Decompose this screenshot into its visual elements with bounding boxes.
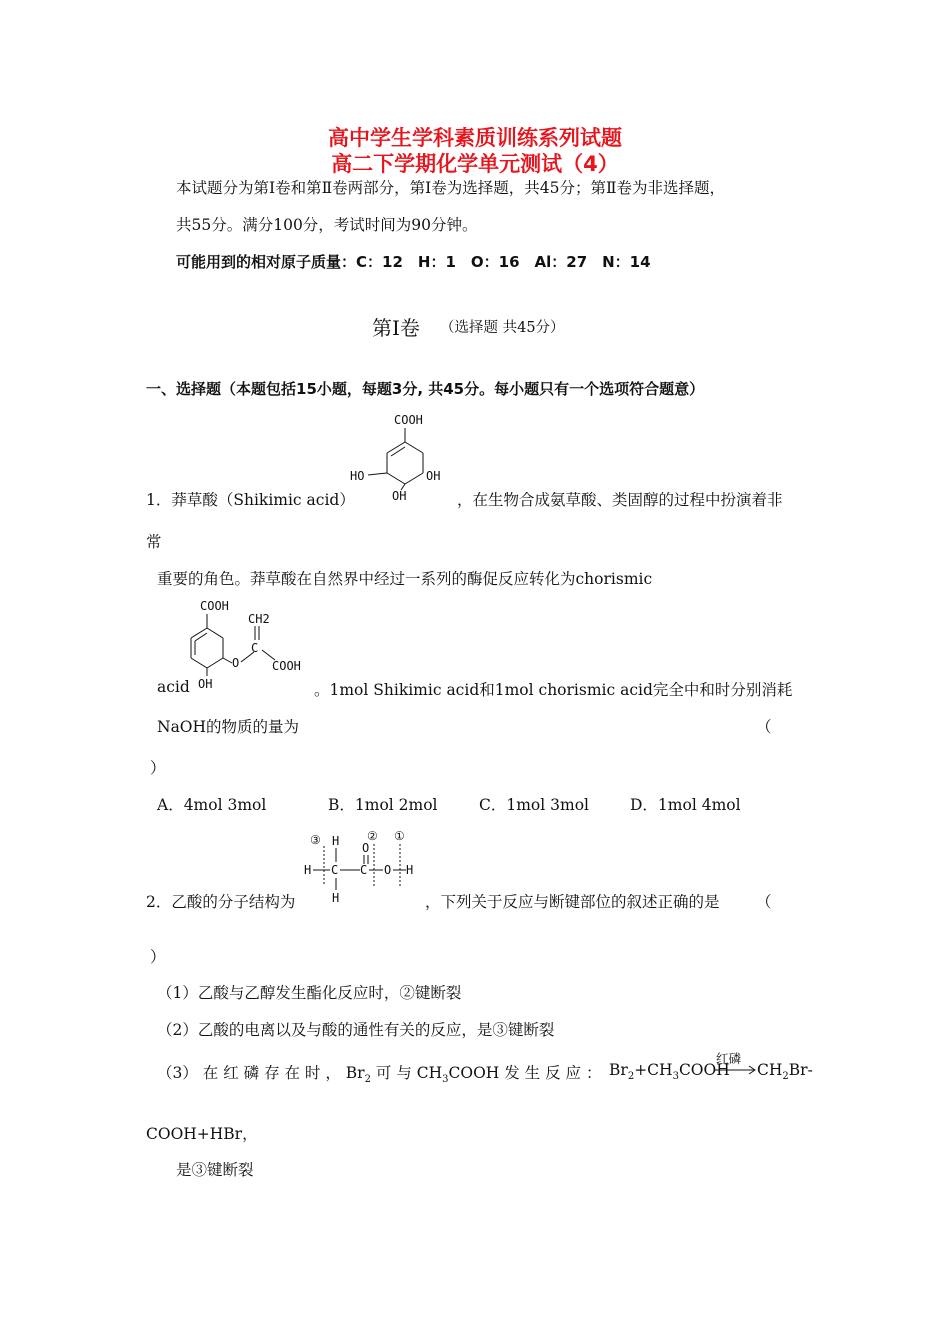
q1-paren-close: ） xyxy=(150,759,166,777)
struct-h-right: H xyxy=(406,863,414,877)
struct2-cooh: COOH xyxy=(200,599,229,613)
q2-suffix: ，下列关于反应与断键部位的叙述正确的是 xyxy=(425,893,720,911)
q1-wrap: 常 xyxy=(146,533,162,551)
q2-paren-close: ） xyxy=(150,948,166,966)
q2-item-3-a: （3） 在 红 磷 存 在 时 ， xyxy=(157,1064,341,1082)
atomic-mass-line: 可能用到的相对原子质量：C：12 H：1 O：16 Al：27 N：14 xyxy=(176,253,651,271)
struct2-ch2: CH2 xyxy=(248,612,270,626)
q2-item-3-cont: COOH+HBr， xyxy=(146,1125,258,1143)
q2-item-3-b: $Br_2$ xyxy=(345,1064,371,1086)
q1-suffix: ，在生物合成氨草酸、类固醇的过程中扮演着非 xyxy=(457,491,783,509)
struct-n1: ① xyxy=(394,829,405,843)
q1-option-c: C．1mol 3mol xyxy=(479,796,589,814)
q2-prefix: 2．乙酸的分子结构为 xyxy=(146,893,296,911)
struct2-o: O xyxy=(232,656,240,670)
struct2-c: C xyxy=(251,641,259,655)
struct1-ho-left: HO xyxy=(350,469,365,483)
q1-prefix: 1．莽草酸（Shikimic acid） xyxy=(146,491,355,509)
q2-paren-open: （ xyxy=(756,893,772,911)
struct-n2: ② xyxy=(367,829,378,843)
struct-o: O xyxy=(384,863,392,877)
q1-option-b: B．1mol 2mol xyxy=(328,796,438,814)
q1-acid-word: acid xyxy=(157,678,190,696)
section1-heading: 一、选择题（本题包括15小题，每题3分, 共45分。每小题只有一个选项符合题意） xyxy=(146,380,705,398)
document-title: 高中学生学科素质训练系列试题 xyxy=(328,126,622,150)
struct-o-top: O xyxy=(362,841,370,855)
struct-n3: ③ xyxy=(310,833,321,847)
struct1-oh-right: OH xyxy=(426,469,441,483)
struct2-cooh2: COOH xyxy=(272,659,301,673)
reaction-arrow-icon xyxy=(714,1064,758,1076)
q1-paren-open: （ xyxy=(756,718,772,736)
part1-note: （选择题 共45分） xyxy=(440,320,565,336)
q2-item-3-line xyxy=(157,1061,601,1085)
struct1-oh-bottom: OH xyxy=(392,489,407,503)
struct2-oh: OH xyxy=(198,677,213,691)
intro-line-2: 共55分。满分100分，考试时间为90分钟。 xyxy=(176,216,478,234)
intro-line-1: 本试题分为第Ⅰ卷和第Ⅱ卷两部分，第Ⅰ卷为选择题，共45分；第Ⅱ卷为非选择题， xyxy=(176,179,726,197)
struct1-cooh: COOH xyxy=(394,413,423,427)
q2-item-1: （1）乙酸与乙醇发生酯化反应时，②键断裂 xyxy=(157,984,462,1002)
q2-item-3-c: 可 与 xyxy=(370,1064,417,1082)
shikimic-acid-structure xyxy=(344,406,456,510)
q2-item-3-e: COOH 发 生 反 应 ： xyxy=(448,1064,602,1082)
q1-line-3: 。1mol Shikimic acid和1mol chorismic acid完全中和时分别消耗 xyxy=(314,681,793,699)
q2-equation: $Br_2+CH_3COOH$ xyxy=(609,1061,730,1083)
q1-option-d: D．1mol 4mol xyxy=(630,796,741,814)
struct-h-bottom: H xyxy=(332,891,340,905)
document-subtitle: 高二下学期化学单元测试（4） xyxy=(331,152,619,176)
struct-h-top: H xyxy=(332,834,340,848)
acetic-acid-structure xyxy=(300,824,418,908)
q2-equation-product: $CH_2Br-$ xyxy=(757,1061,813,1083)
q1-line-2: 重要的角色。莽草酸在自然界中经过一系列的酶促反应转化为chorismic xyxy=(157,570,653,588)
part1-heading: 第Ⅰ卷 xyxy=(372,316,420,340)
q2-item-3-d: $CH_3$ xyxy=(416,1064,449,1086)
struct-c-1: C xyxy=(331,863,339,877)
q1-option-a: A．4mol 3mol xyxy=(157,796,267,814)
struct-c-2: C xyxy=(360,863,368,877)
q2-item-2: （2）乙酸的电离以及与酸的通性有关的反应，是③键断裂 xyxy=(157,1021,555,1039)
arrow-label: 红磷 xyxy=(716,1051,742,1066)
q2-item-3-end: 是③键断裂 xyxy=(176,1161,254,1179)
chorismic-acid-structure xyxy=(180,594,320,696)
struct-h-left: H xyxy=(304,863,312,877)
q1-line-4: NaOH的物质的量为 xyxy=(157,718,300,736)
